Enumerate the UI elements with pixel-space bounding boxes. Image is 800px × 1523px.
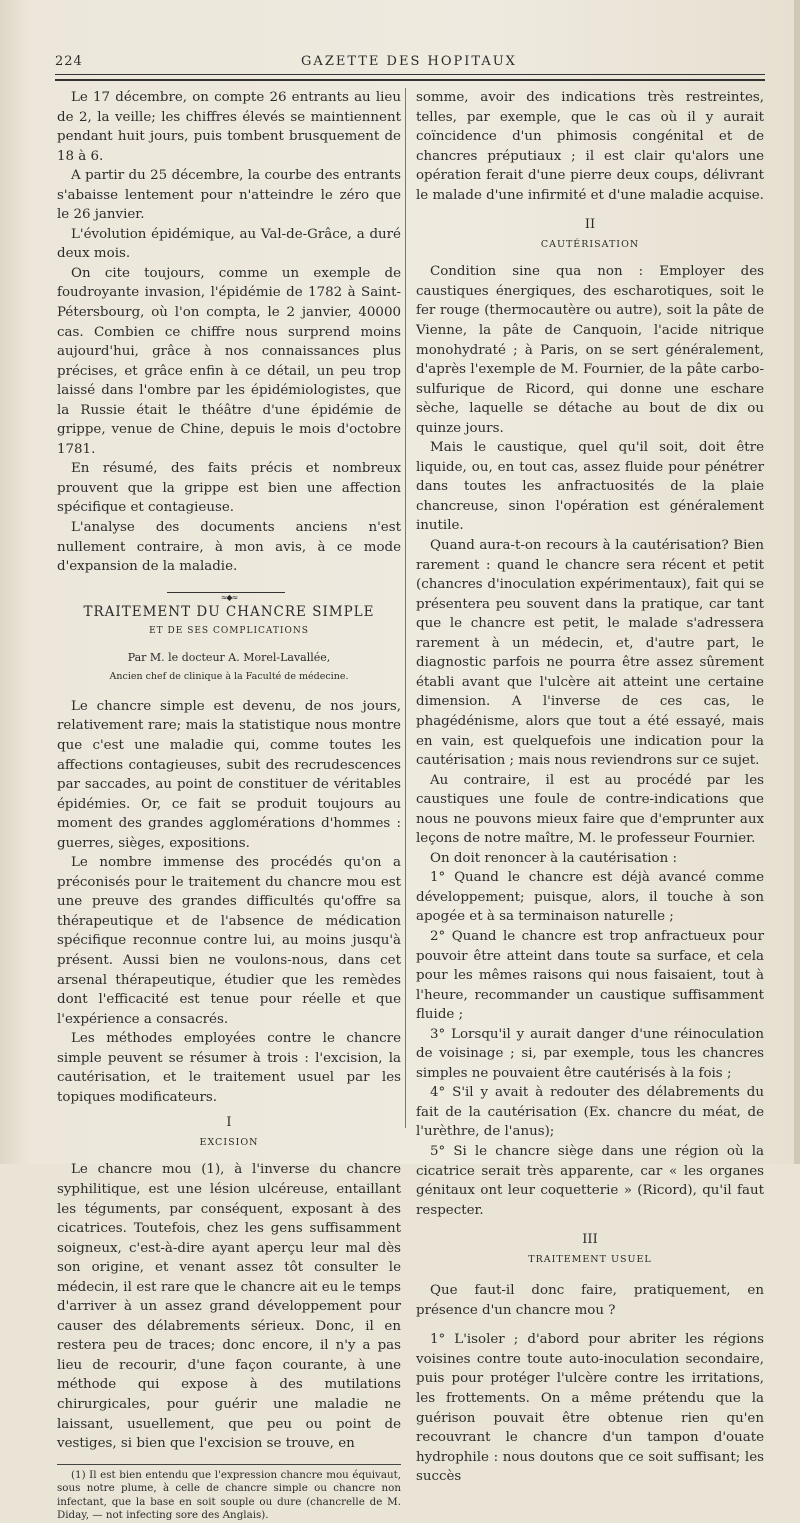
journal-title: GAZETTE DES HOPITAUX <box>301 54 517 69</box>
ornament-glyph: ≈◆≈ <box>218 593 241 602</box>
left-column <box>57 88 401 1523</box>
paragraph: 1° Quand le chancre est déjà avancé comme développement; puisque, alors, il touche à son apogée et à sa terminaison naturelle ; <box>416 870 764 925</box>
article-subtitle: ET DE SES COMPLICATIONS <box>149 626 309 637</box>
column-divider <box>405 88 406 1128</box>
paragraph: Le nombre immense des procédés qu'on a préconisés pour le traitement du chancre mou est une preuve des grandes difficultés qu'offre sa thérapeutique et de l'absence de médication spécifique reconnue contre lui, au moins jusqu'à présent. Aussi bien ne voulons-nous, dans cet arsenal thérapeutique, étudier que les remèdes dont l'efficacité est tenue pour réelle et que l'expérience a consacrés. <box>57 855 401 1027</box>
paragraph: 5° Si le chancre siège dans une région où la cicatrice serait très apparente, car « les organes génitaux ont leur coquetterie » (Ricord), qu'il faut respecter. <box>416 1143 764 1218</box>
paragraph: somme, avoir des indications très restreintes, telles, par exemple, que le cas où il y aurait coïncidence d'un phimosis congénital et de chancres préputiaux ; il est clair qu'alors une opération ferait d'une pierre deux coups, délivrant le malade d'une infirmité et d'une maladie acquise. <box>416 90 764 203</box>
paragraph: 4° S'il y avait à redouter des délabrements du fait de la cautérisation (Ex. chancre du méat, de l'urèthre, de l'anus); <box>416 1085 764 1140</box>
paragraph: Le 17 décembre, on compte 26 entrants au lieu de 2, la veille; les chiffres élevés se maintiennent pendant huit jours, puis tombent brusquement de 18 à 6. <box>57 90 401 164</box>
spacer <box>416 1320 764 1330</box>
section-number: III <box>582 1232 598 1248</box>
paragraph: On doit renoncer à la cautérisation : <box>430 850 677 866</box>
section-title: CAUTÉRISATION <box>540 238 640 250</box>
section-ornament <box>57 587 401 602</box>
paragraph: 3° Lorsqu'il y aurait danger d'une réinoculation de voisinage ; si, par exemple, tous les chancres simples ne pouvaient être cautérisés à la fois ; <box>416 1026 764 1081</box>
paragraph: Les méthodes employées contre le chancre simple peuvent se résumer à trois : l'excision, la cautérisation, et le traitement usuel par les topiques modificateurs. <box>57 1031 401 1105</box>
header-double-rule <box>55 74 765 81</box>
paragraph: Au contraire, il est au procédé par les caustiques une foule de contre-indications que nous ne pouvons mieux faire que d'emprunter aux leçons de notre maître, M. le professeur Fournier. <box>416 772 764 847</box>
paragraph: Mais le caustique, quel qu'il soit, doit être liquide, ou, en tout cas, assez fluide pour pénétrer dans toutes les anfractuosités de la plaie chancreuse, sinon l'opération est généralement inutile. <box>416 440 764 534</box>
section-number: II <box>584 217 596 233</box>
article-author: Par M. le docteur A. Morel-Lavallée, <box>127 650 331 664</box>
page-number: 224 <box>55 54 83 69</box>
paragraph: On cite toujours, comme un exemple de foudroyante invasion, l'épidémie de 1782 à Saint-Pétersbourg, où l'on compta, le 2 janvier, 40000 cas. Combien ce chiffre nous surprend moins aujourd'hui, grâce à nos connaissances plus précises, et grâce enfin à ce détail, un peu trop laissé dans l'ombre par les épidémiologistes, que la Russie était le théâtre d'une épidémie de grippe, venue de Chine, depuis le mois d'octobre 1781. <box>57 265 401 457</box>
paragraph: Condition sine qua non : Employer des caustiques énergiques, des escharotiques, soit le fer rouge (thermocautère ou autre), soit la pâte de Vienne, la pâte de Canquoin, l'acide nitrique monohydraté ; à Paris, on se sert généralement, d'après l'exemple de M. Fournier, de la pâte carbo-sulfurique de Ricord, qui donne une eschare sèche, laquelle se détache au bout de dix ou quinze jours. <box>416 264 764 436</box>
page-header <box>55 52 763 72</box>
footnote: (1) Il est bien entendu que l'expression chancre mou équivaut, sous notre plume, à celle de chancre simple ou chancre non infectant, que la base en soit souple ou dure (chancrelle de M. Diday, — not infecting sore des Anglais). <box>57 1468 401 1522</box>
paragraph: Le chancre mou (1), à l'inverse du chancre syphilitique, est une lésion ulcéreuse, entaillant les téguments, par conséquent, exposant à des cicatrices. Toutefois, chez les gens suffisamment soigneux, c'est-à-dire ayant aperçu leur mal dès son origine, et venant assez tôt consulter le médecin, il est rare que le chancre ait eu le temps d'arriver à un assez grand développement pour causer des délabrements sérieux. Donc, il en restera peu de traces; donc encore, il n'y a pas lieu de recourir, d'une façon courante, à une méthode qui expose à des mutilations chirurgicales, pour guérir une maladie ne laissant, usuellement, que peu ou point de vestiges, si bien que l'excision se trouve, en <box>57 1162 401 1452</box>
paragraph: En résumé, des faits précis et nombreux prouvent que la grippe est bien une affection spécifique et contagieuse. <box>57 461 401 516</box>
paragraph: Quand aura-t-on recours à la cautérisation? Bien rarement : quand le chancre sera récent et petit (chancres d'inoculation expérimentaux), fait qui se présentera peu souvent dans la pratique, car tant que le chancre est petit, le malade s'adressera rarement à un médecin, et, d'autre part, le diagnostic parfois ne pourra être assez sûrement établi avant que l'ulcère ait atteint une certaine dimension. A l'inverse de ces cas, le phagédénisme, alors que tout a été essayé, mais en vain, est quelquefois une indication pour la cautérisation ; mais nous reviendrons sur ce sujet. <box>416 538 764 769</box>
section-title: EXCISION <box>199 1136 259 1148</box>
paragraph: Le chancre simple est devenu, de nos jours, relativement rare; mais la statistique nous montre que c'est une maladie qui, comme toutes les affections contagieuses, subit des recrudescences par saccades, au point de constituer de véritables épidémies. Or, ce fait se produit toujours au moment des grandes agglomérations d'hommes : guerres, sièges, expositions. <box>57 698 401 851</box>
section-number: I <box>226 1115 232 1131</box>
footnote-rule <box>57 1464 401 1465</box>
paragraph: 1° L'isoler ; d'abord pour abriter les régions voisines contre toute auto-inoculation secondaire, puis pour protéger l'ulcère contre les irritations, les frottements. On a même prétendu que la guérison pouvait être obtenue rien qu'en recouvrant le chancre d'un tampon d'ouate hydrophile : nous doutons que ce soit suffisant; les succès <box>416 1332 764 1485</box>
paragraph: L'analyse des documents anciens n'est nullement contraire, à mon avis, à ce mode d'expansion de la maladie. <box>57 520 401 575</box>
section-title: TRAITEMENT USUEL <box>528 1253 652 1265</box>
right-column <box>416 88 764 1487</box>
paragraph: L'évolution épidémique, au Val-de-Grâce, a duré deux mois. <box>57 226 401 262</box>
page-edge <box>794 0 800 1164</box>
paragraph: Que faut-il donc faire, pratiquement, en présence d'un chancre mou ? <box>416 1283 764 1318</box>
author-affiliation: Ancien chef de clinique à la Faculté de médecine. <box>109 671 349 683</box>
article-title: TRAITEMENT DU CHANCRE SIMPLE <box>83 603 375 620</box>
paragraph: A partir du 25 décembre, la courbe des entrants s'abaisse lentement pour n'atteindre le zéro que le 26 janvier. <box>57 168 401 223</box>
paragraph: 2° Quand le chancre est trop anfractueux pour pouvoir être atteint dans toute sa surface, et cela pour les mêmes raisons qui nous faisaient, tout à l'heure, recommander un caustique suffisamment fluide ; <box>416 928 764 1023</box>
